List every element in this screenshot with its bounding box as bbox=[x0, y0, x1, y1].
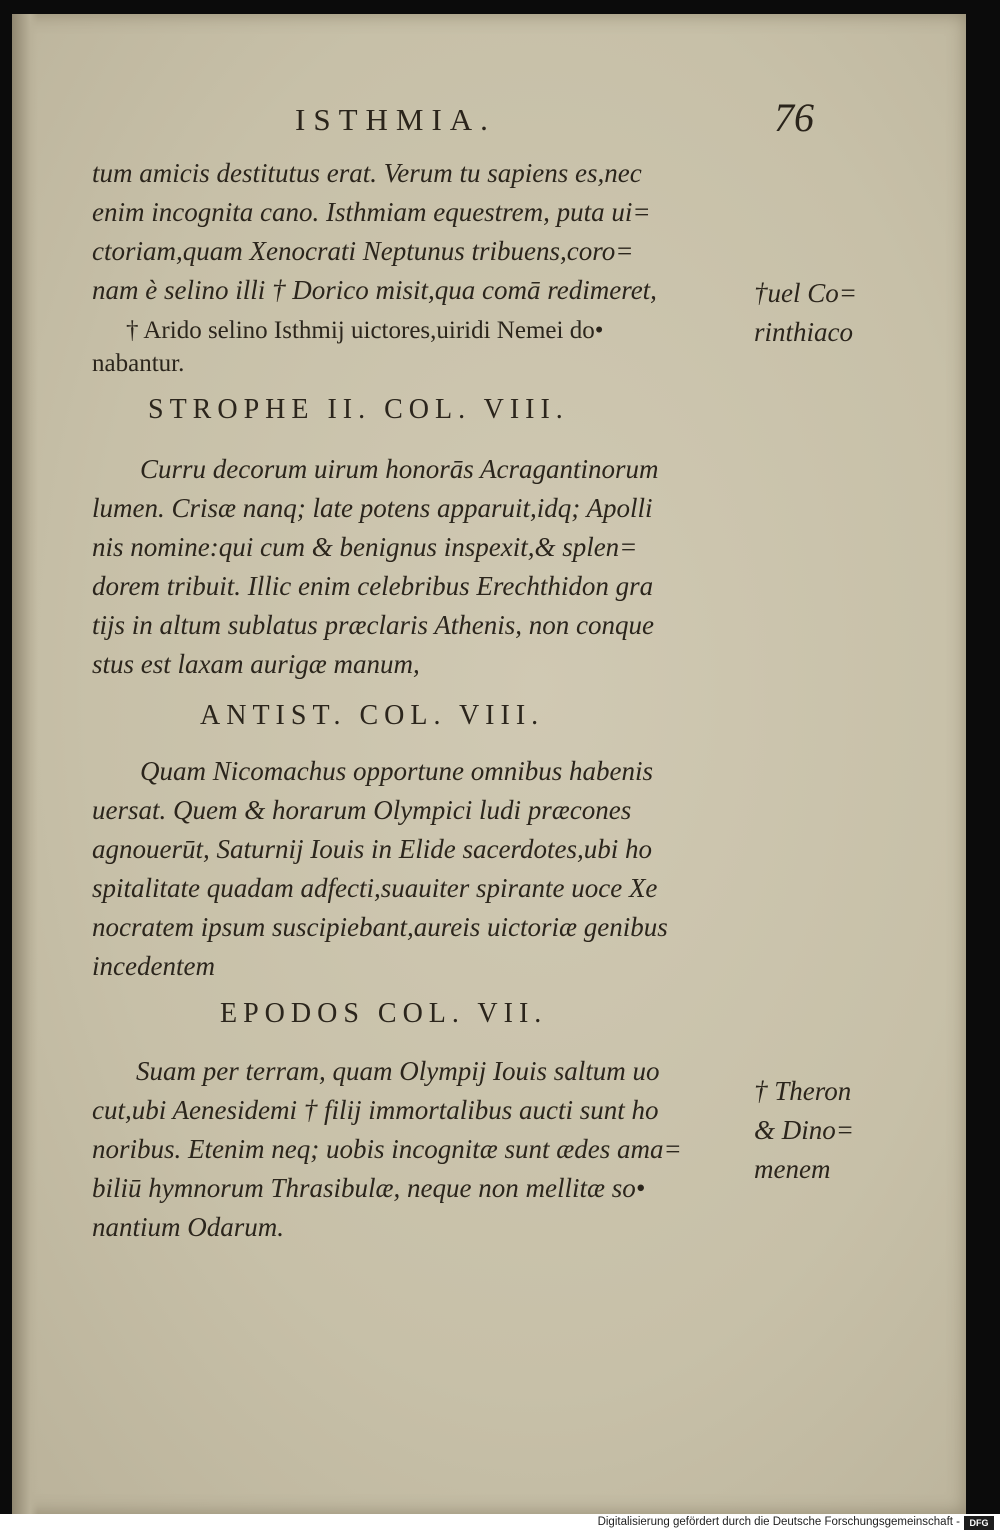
text-line: nocratem ipsum suscipiebant,aureis uictoriæ genibus bbox=[92, 912, 668, 942]
text-line: †uel Co= bbox=[754, 278, 857, 308]
text-line: uersat. Quem & horarum Olympici ludi præcones bbox=[92, 795, 632, 825]
dfg-logo-icon: DFG bbox=[964, 1516, 994, 1530]
text-line: noribus. Etenim neq; uobis incognitæ sunt ædes ama= bbox=[92, 1134, 682, 1164]
text-line: † Arido selino Isthmij uictores,uiridi Nemei do• bbox=[126, 317, 604, 344]
text-line: nis nomine:qui cum & benignus inspexit,& splen= bbox=[92, 532, 638, 562]
text-line: incedentem bbox=[92, 951, 215, 981]
text-line: nam è selino illi † Dorico misit,qua comā redimeret, bbox=[92, 275, 657, 305]
book-page bbox=[12, 14, 966, 1514]
paragraph-4 bbox=[92, 1052, 752, 1247]
text-line: nabantur. bbox=[92, 350, 185, 377]
page-number: 76 bbox=[774, 95, 814, 140]
margin-note-1 bbox=[754, 274, 857, 352]
running-head: ISTHMIA. bbox=[295, 102, 496, 137]
text-line: enim incognita cano. Isthmiam equestrem, puta ui= bbox=[92, 197, 651, 227]
text-line: † Theron bbox=[754, 1076, 852, 1106]
text-line: Curru decorum uirum honorās Acragantinorum bbox=[140, 454, 659, 484]
paragraph-3 bbox=[92, 752, 752, 986]
text-line: nantium Odarum. bbox=[92, 1212, 285, 1242]
text-line: tijs in altum sublatus præclaris Athenis, non conque bbox=[92, 610, 655, 640]
footer-bar bbox=[0, 1514, 1000, 1533]
text-line: agnouerūt, Saturnij Iouis in Elide sacerdotes,ubi ho bbox=[92, 834, 652, 864]
footer-credit: Digitalisierung gefördert durch die Deutsche Forschungsgemeinschaft - bbox=[597, 1516, 960, 1528]
text-line: stus est laxam aurigæ manum, bbox=[92, 649, 420, 679]
section-heading-strophe: STROPHE II. COL. VIII. bbox=[148, 394, 569, 425]
paragraph-2 bbox=[92, 450, 752, 684]
scholion-note bbox=[92, 314, 752, 380]
text-line: menem bbox=[754, 1154, 831, 1184]
margin-note-2 bbox=[754, 1072, 854, 1189]
text-line: spitalitate quadam adfecti,suauiter spirante uoce Xe bbox=[92, 873, 658, 903]
page-header bbox=[12, 92, 966, 152]
section-heading-epode: EPODOS COL. VII. bbox=[220, 998, 548, 1029]
main-text-column bbox=[92, 154, 752, 1247]
text-line: cut,ubi Aenesidemi † filij immortalibus aucti sunt ho bbox=[92, 1095, 659, 1125]
text-line: ctoriam,quam Xenocrati Neptunus tribuens,coro= bbox=[92, 236, 634, 266]
text-line: tum amicis destitutus erat. Verum tu sapiens es,nec bbox=[92, 158, 642, 188]
text-line: Quam Nicomachus opportune omnibus habenis bbox=[140, 756, 653, 786]
text-line: lumen. Crisæ nanq; late potens apparuit,idq; Apolli bbox=[92, 493, 653, 523]
text-line: dorem tribuit. Illic enim celebribus Erechthidon gra bbox=[92, 571, 654, 601]
page-gutter-shadow bbox=[12, 14, 38, 1514]
text-line: Suam per terram, quam Olympij Iouis saltum uo bbox=[136, 1056, 660, 1086]
text-line: biliū hymnorum Thrasibulæ, neque non mellitæ so• bbox=[92, 1173, 646, 1203]
paragraph-1 bbox=[92, 154, 752, 310]
text-line: & Dino= bbox=[754, 1115, 854, 1145]
text-line: rinthiaco bbox=[754, 317, 853, 347]
section-heading-antistrophe: ANTIST. COL. VIII. bbox=[200, 700, 545, 731]
